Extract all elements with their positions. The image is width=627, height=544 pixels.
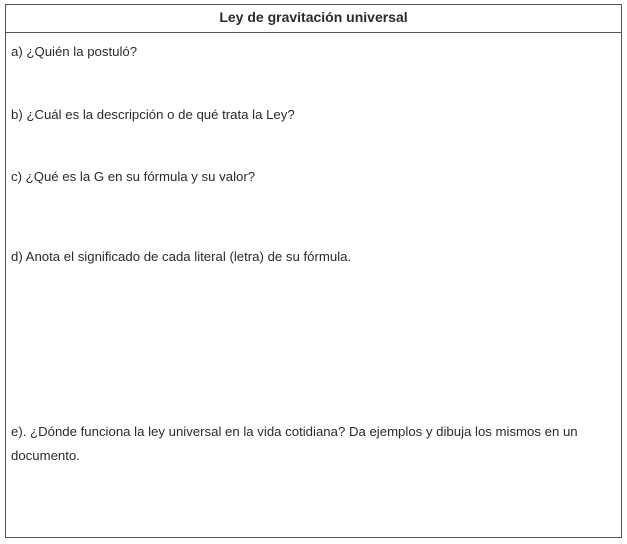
question-b: b) ¿Cuál es la descripción o de qué trata la Ley?	[11, 107, 295, 122]
worksheet-title: Ley de gravitación universal	[6, 5, 621, 33]
question-a: a) ¿Quién la postuló?	[11, 44, 138, 59]
question-e: e). ¿Dónde funciona la ley universal en la vida cotidiana? Da ejemplos y dibuja los mismos en un documento.	[11, 424, 578, 463]
question-c: c) ¿Qué es la G en su fórmula y su valor?	[11, 169, 256, 184]
worksheet-table	[5, 4, 622, 538]
question-d: d) Anota el significado de cada literal (letra) de su fórmula.	[11, 249, 352, 264]
